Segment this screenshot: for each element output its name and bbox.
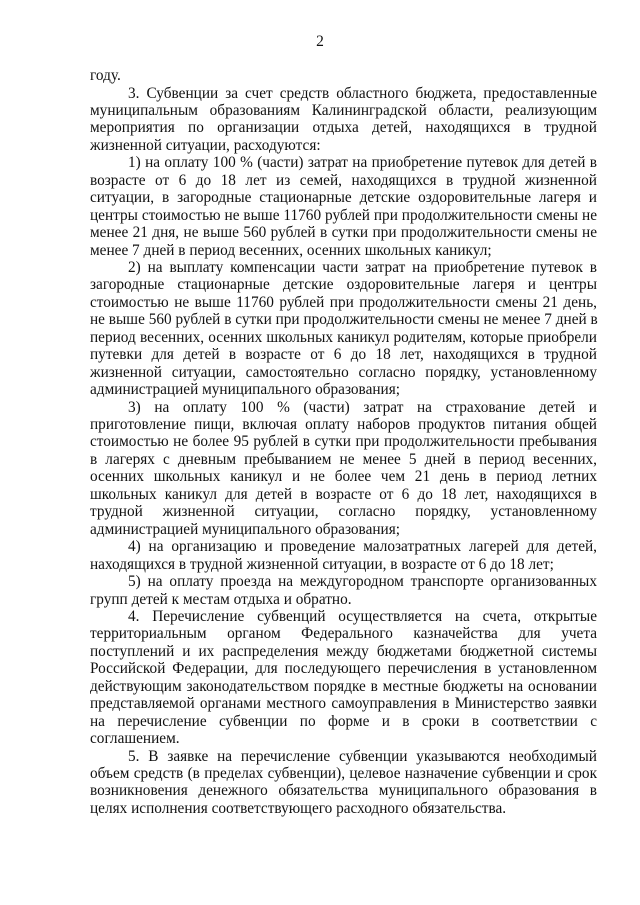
text-line: представляемой органами местного самоуправления в Министерство заявки (90, 695, 597, 713)
text-line: период весенних, осенних школьных каникул родителям, которые приобрели (90, 328, 597, 346)
text-line: менее 21 дня, не выше 560 рублей в сутки при продолжительности смены не (90, 224, 597, 241)
text-line: осенних школьных каникул и не более чем 21 день в период летних (90, 468, 597, 486)
text-line: приготовление пищи, включая оплату наборов продуктов питания общей (90, 416, 597, 433)
text-line: муниципальным образованиям Калининградской области, реализующим (90, 101, 597, 119)
text-line: территориальным органом Федерального казначейства для учета (90, 625, 597, 643)
text-line: Российской Федерации, для последующего перечисления в установленном (90, 660, 597, 678)
text-line: находящихся в трудной жизненной ситуации, в возрасте от 6 до 18 лет; (90, 555, 554, 573)
text-line: 4) на организацию и проведение малозатратных лагерей для детей, (128, 538, 597, 556)
text-line: групп детей к местам отдыха и обратно. (90, 590, 352, 608)
text-line: 4. Перечисление субвенций осуществляется на счета, открытые (128, 607, 597, 625)
text-line: стоимостью не выше 11760 рублей при продолжительности смены 21 день, (90, 293, 597, 311)
text-line: трудной жизненной ситуации, согласно порядку, установленному (90, 503, 597, 521)
text-line: в лагерях с дневным пребыванием не менее 5 дней в период весенних, (90, 450, 597, 468)
text-line: путевки для детей в возрасте от 6 до 18 лет, находящихся в трудной (90, 346, 597, 364)
text-line: 3. Субвенции за счет средств областного бюджета, предоставленные (128, 84, 597, 102)
text-line: действующим законодательством порядке в местные бюджеты на основании (90, 677, 597, 695)
text-line: мероприятия по организации отдыха детей, находящихся в трудной (90, 119, 597, 137)
text-line: 2) на выплату компенсации части затрат на приобретение путевок в (128, 258, 597, 276)
text-line: загородные стационарные детские оздоровительные лагеря и центры (90, 276, 597, 294)
text-line: жизненной ситуации, самостоятельно согласно порядку, установленному (90, 363, 597, 381)
text-line: 1) на оплату 100 % (части) затрат на приобретение путевок для детей в (128, 154, 597, 172)
text-line: администрацией муниципального образования; (90, 381, 401, 399)
page-number: 2 (316, 33, 324, 50)
text-line: возникновения денежного обязательства муниципального образования в (90, 782, 597, 800)
text-line: менее 7 дней в период весенних, осенних школьных каникул; (90, 241, 492, 259)
text-line: 5) на оплату проезда на междугородном транспорте организованных (128, 573, 597, 590)
text-line: центры стоимостью не выше 11760 рублей при продолжительности смены не (90, 206, 597, 224)
text-line: объем средств (в пределах субвенции), целевое назначение субвенции и срок (90, 765, 597, 782)
text-line: администрацией муниципального образования; (90, 520, 401, 538)
text-line: 3) на оплату 100 % (части) затрат на страхование детей и (128, 398, 597, 416)
text-line: не выше 560 рублей в сутки при продолжительности смены не менее 7 дней в (90, 311, 598, 329)
text-line: году. (90, 67, 121, 84)
text-line: на перечисление субвенции по форме и в сроки в соответствии с (90, 712, 597, 730)
text-line: возрасте от 6 до 18 лет из семей, находящихся в трудной жизненной (90, 171, 597, 189)
text-line: ситуации, в загородные стационарные детские оздоровительные лагеря и (90, 189, 597, 207)
text-line: поступлений и их распределения между бюджетами бюджетной системы (90, 642, 597, 660)
text-line: школьных каникул для детей в возрасте от 6 до 18 лет, находящихся в (90, 485, 597, 503)
text-line: 5. В заявке на перечисление субвенции указываются необходимый (128, 747, 597, 765)
text-line: соглашением. (90, 730, 180, 748)
text-line: целях исполнения соответствующего расходного обязательства. (90, 799, 507, 817)
text-line: стоимостью не более 95 рублей в сутки при продолжительности пребывания (90, 433, 597, 451)
text-line: жизненной ситуации, расходуются: (90, 136, 321, 154)
